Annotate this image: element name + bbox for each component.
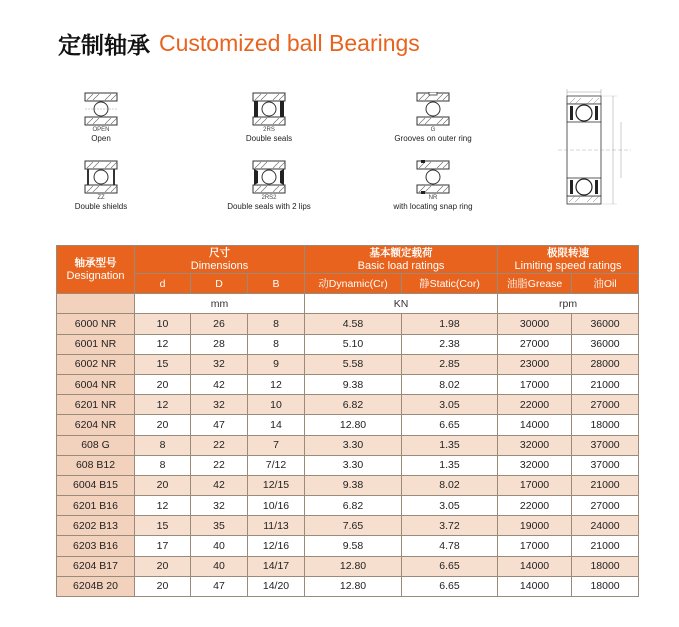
dimensions-header [135, 246, 305, 274]
dimensions-header-cn: 尺寸 [209, 247, 230, 259]
column-header-dynamic: 动Dynamic(Cr) [305, 274, 402, 294]
grease-speed-cell: 23000 [498, 354, 572, 374]
bore-d-cell: 15 [135, 516, 191, 536]
grease-speed-cell: 27000 [498, 334, 572, 354]
outer-diameter-D-cell: 40 [191, 536, 248, 556]
static-load-cell: 3.05 [402, 395, 498, 415]
oil-speed-cell: 27000 [572, 395, 639, 415]
bearing-open-icon [84, 92, 118, 126]
spec-table-body [57, 314, 639, 597]
outer-diameter-D-cell: 32 [191, 395, 248, 415]
bearing-double-lip-seal-icon [252, 160, 286, 194]
grease-speed-cell: 32000 [498, 435, 572, 455]
oil-speed-cell: 21000 [572, 475, 639, 495]
table-row [57, 354, 639, 374]
dynamic-load-cell: 3.30 [305, 435, 402, 455]
seal-type-zz [66, 160, 136, 212]
width-B-cell: 14/20 [248, 576, 305, 596]
seal-type-2rs [234, 92, 304, 144]
oil-speed-cell: 27000 [572, 496, 639, 516]
outer-diameter-D-cell: 35 [191, 516, 248, 536]
load-ratings-header [305, 246, 498, 274]
width-B-cell: 12 [248, 374, 305, 394]
seal-code: OPEN [92, 127, 110, 133]
static-load-cell: 1.35 [402, 455, 498, 475]
grease-speed-cell: 17000 [498, 475, 572, 495]
oil-speed-cell: 21000 [572, 536, 639, 556]
designation-cell: 608 G [57, 435, 135, 455]
width-B-cell: 9 [248, 354, 305, 374]
table-row [57, 334, 639, 354]
dynamic-load-cell: 6.82 [305, 496, 402, 516]
dynamic-load-cell: 4.58 [305, 314, 402, 334]
designation-cell: 6004 B15 [57, 475, 135, 495]
table-row [57, 415, 639, 435]
title-en: Customized ball Bearings [159, 29, 420, 56]
static-load-cell: 8.02 [402, 475, 498, 495]
seal-code: 2RS2 [261, 195, 277, 201]
width-B-cell: 10 [248, 395, 305, 415]
static-load-cell: 1.35 [402, 435, 498, 455]
column-header-B: B [248, 274, 305, 294]
speed-header-en: Limiting speed ratings [514, 260, 622, 272]
outer-diameter-D-cell: 42 [191, 374, 248, 394]
grease-speed-cell: 17000 [498, 536, 572, 556]
bore-d-cell: 12 [135, 395, 191, 415]
bore-d-cell: 10 [135, 314, 191, 334]
bearing-snap-ring-icon [416, 160, 450, 194]
outer-diameter-D-cell: 22 [191, 435, 248, 455]
designation-cell: 6201 B16 [57, 496, 135, 516]
dynamic-load-cell: 7.65 [305, 516, 402, 536]
seal-type-open [66, 92, 136, 144]
table-row [57, 576, 639, 596]
bearing-spec-table [56, 245, 639, 597]
designation-header [57, 246, 135, 294]
bore-d-cell: 12 [135, 496, 191, 516]
width-B-cell: 10/16 [248, 496, 305, 516]
oil-speed-cell: 18000 [572, 415, 639, 435]
width-B-cell: 14/17 [248, 556, 305, 576]
bore-d-cell: 17 [135, 536, 191, 556]
width-B-cell: 7 [248, 435, 305, 455]
designation-cell: 6201 NR [57, 395, 135, 415]
speed-ratings-header [498, 246, 639, 274]
seal-code: 2RS [263, 127, 275, 133]
dynamic-load-cell: 12.80 [305, 576, 402, 596]
static-load-cell: 6.65 [402, 576, 498, 596]
seal-type-2rs2 [214, 160, 324, 212]
designation-cell: 6204 B17 [57, 556, 135, 576]
unit-rpm: rpm [498, 294, 639, 314]
oil-speed-cell: 36000 [572, 314, 639, 334]
width-B-cell: 12/16 [248, 536, 305, 556]
column-header-d: d [135, 274, 191, 294]
outer-diameter-D-cell: 47 [191, 576, 248, 596]
table-row [57, 496, 639, 516]
outer-diameter-D-cell: 32 [191, 354, 248, 374]
seal-label: Double seals [245, 134, 293, 143]
oil-speed-cell: 21000 [572, 374, 639, 394]
table-row [57, 314, 639, 334]
outer-diameter-D-cell: 26 [191, 314, 248, 334]
oil-speed-cell: 18000 [572, 576, 639, 596]
static-load-cell: 4.78 [402, 536, 498, 556]
width-B-cell: 14 [248, 415, 305, 435]
seal-label: Double shields [74, 202, 128, 211]
outer-diameter-D-cell: 40 [191, 556, 248, 576]
oil-speed-cell: 37000 [572, 435, 639, 455]
seal-code: G [430, 127, 436, 133]
seal-code: NR [428, 195, 438, 201]
dynamic-load-cell: 12.80 [305, 415, 402, 435]
dynamic-load-cell: 5.58 [305, 354, 402, 374]
designation-cell: 6204B 20 [57, 576, 135, 596]
seal-label: Double seals with 2 lips [227, 202, 311, 211]
column-header-static: 静Static(Cor) [402, 274, 498, 294]
unit-mm: mm [135, 294, 305, 314]
table-row [57, 516, 639, 536]
dimensions-header-en: Dimensions [190, 260, 249, 272]
designation-header-cn: 轴承型号 [74, 257, 117, 270]
bore-d-cell: 20 [135, 415, 191, 435]
static-load-cell: 6.65 [402, 415, 498, 435]
load-header-cn: 基本额定载荷 [369, 247, 433, 259]
designation-cell: 6204 NR [57, 415, 135, 435]
bore-d-cell: 8 [135, 435, 191, 455]
grease-speed-cell: 17000 [498, 374, 572, 394]
dynamic-load-cell: 9.38 [305, 475, 402, 495]
column-header-D: D [191, 274, 248, 294]
column-header-oil: 油Oil [572, 274, 639, 294]
outer-diameter-D-cell: 32 [191, 496, 248, 516]
seal-label: with locating snap ring [393, 202, 473, 211]
table-row [57, 395, 639, 415]
seal-label: Grooves on outer ring [394, 134, 472, 143]
oil-speed-cell: 24000 [572, 516, 639, 536]
table-row [57, 455, 639, 475]
static-load-cell: 3.05 [402, 496, 498, 516]
column-header-grease: 油脂Grease [498, 274, 572, 294]
static-load-cell: 8.02 [402, 374, 498, 394]
outer-diameter-D-cell: 42 [191, 475, 248, 495]
bearing-groove-icon [416, 92, 450, 126]
width-B-cell: 11/13 [248, 516, 305, 536]
oil-speed-cell: 37000 [572, 455, 639, 475]
width-B-cell: 12/15 [248, 475, 305, 495]
designation-cell: 6004 NR [57, 374, 135, 394]
bore-d-cell: 15 [135, 354, 191, 374]
bore-d-cell: 20 [135, 475, 191, 495]
static-load-cell: 3.72 [402, 516, 498, 536]
static-load-cell: 2.38 [402, 334, 498, 354]
oil-speed-cell: 18000 [572, 556, 639, 576]
bore-d-cell: 20 [135, 556, 191, 576]
outer-diameter-D-cell: 28 [191, 334, 248, 354]
grease-speed-cell: 22000 [498, 395, 572, 415]
bore-d-cell: 20 [135, 576, 191, 596]
outer-diameter-D-cell: 22 [191, 455, 248, 475]
table-row [57, 435, 639, 455]
seal-code: ZZ [97, 195, 105, 201]
load-header-en: Basic load ratings [357, 260, 445, 272]
table-row [57, 536, 639, 556]
table-row [57, 475, 639, 495]
designation-cell: 6002 NR [57, 354, 135, 374]
width-B-cell: 8 [248, 334, 305, 354]
designation-cell: 6203 B16 [57, 536, 135, 556]
dynamic-load-cell: 3.30 [305, 455, 402, 475]
speed-header-cn: 极限转速 [547, 247, 590, 259]
designation-cell: 6001 NR [57, 334, 135, 354]
grease-speed-cell: 19000 [498, 516, 572, 536]
table-row [57, 556, 639, 576]
oil-speed-cell: 36000 [572, 334, 639, 354]
seal-label: Open [91, 134, 111, 143]
bore-d-cell: 12 [135, 334, 191, 354]
designation-cell: 6000 NR [57, 314, 135, 334]
designation-header-en: Designation [66, 270, 125, 283]
dynamic-load-cell: 5.10 [305, 334, 402, 354]
page-title [58, 26, 420, 60]
dynamic-load-cell: 9.58 [305, 536, 402, 556]
dynamic-load-cell: 6.82 [305, 395, 402, 415]
bearing-cross-section-drawing [553, 86, 635, 214]
table-row [57, 374, 639, 394]
grease-speed-cell: 30000 [498, 314, 572, 334]
oil-speed-cell: 28000 [572, 354, 639, 374]
dynamic-load-cell: 12.80 [305, 556, 402, 576]
bore-d-cell: 20 [135, 374, 191, 394]
unit-kn: KN [305, 294, 498, 314]
grease-speed-cell: 22000 [498, 496, 572, 516]
grease-speed-cell: 14000 [498, 415, 572, 435]
unit-blank-cell [57, 294, 135, 314]
width-B-cell: 7/12 [248, 455, 305, 475]
outer-diameter-D-cell: 47 [191, 415, 248, 435]
grease-speed-cell: 32000 [498, 455, 572, 475]
grease-speed-cell: 14000 [498, 576, 572, 596]
designation-cell: 6202 B13 [57, 516, 135, 536]
bearing-double-shield-icon [84, 160, 118, 194]
title-cn: 定制轴承 [58, 32, 150, 59]
seal-type-g [378, 92, 488, 144]
grease-speed-cell: 14000 [498, 556, 572, 576]
static-load-cell: 6.65 [402, 556, 498, 576]
bearing-double-seal-icon [252, 92, 286, 126]
designation-cell: 608 B12 [57, 455, 135, 475]
static-load-cell: 2.85 [402, 354, 498, 374]
seal-type-nr [378, 160, 488, 212]
static-load-cell: 1.98 [402, 314, 498, 334]
width-B-cell: 8 [248, 314, 305, 334]
bore-d-cell: 8 [135, 455, 191, 475]
dynamic-load-cell: 9.38 [305, 374, 402, 394]
